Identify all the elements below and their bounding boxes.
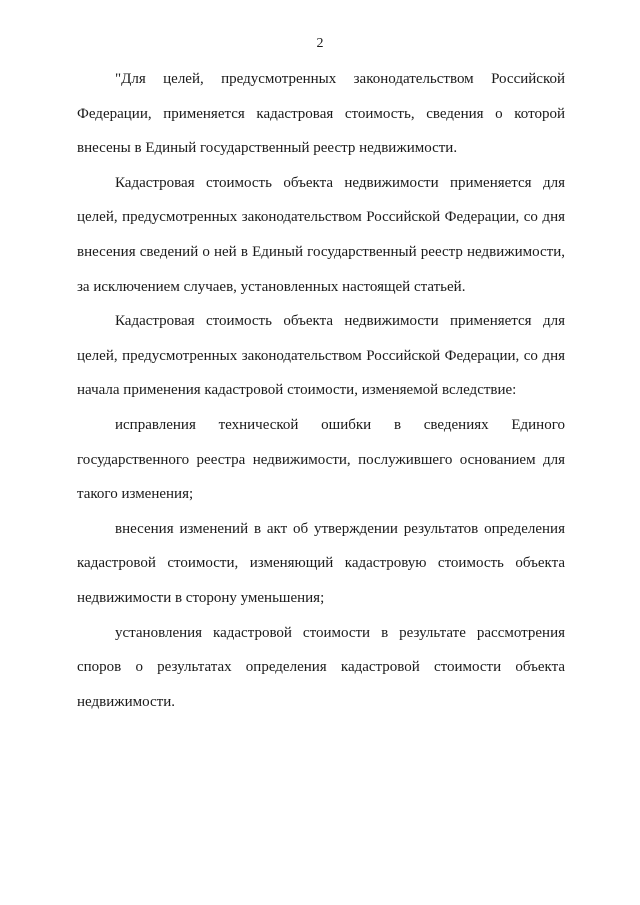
paragraph-2: Кадастровая стоимость объекта недвижимости применяется для целей, предусмотренных законодательством Российской Федерации, со дня внесения сведений о ней в Единый государственный реестр недвижимости, за исключением случаев, установленных настоящей статьей. [77,174,565,295]
page-number: 2 [316,36,324,51]
paragraph-6: установления кадастровой стоимости в результате рассмотрения споров о результатах определения кадастровой стоимости объекта недвижимости. [77,624,565,710]
paragraph-1: "Для целей, предусмотренных законодательством Российской Федерации, применяется кадастровая стоимость, сведения о которой внесены в Единый государственный реестр недвижимости. [77,71,565,157]
paragraph-3: Кадастровая стоимость объекта недвижимости применяется для целей, предусмотренных законодательством Российской Федерации, со дня начала применения кадастровой стоимости, изменяемой вследствие: [77,313,565,399]
document-body [77,62,565,719]
paragraph-4: исправления технической ошибки в сведениях Единого государственного реестра недвижимости, послужившего основанием для такого изменения; [77,416,565,503]
paragraph-5: внесения изменений в акт об утверждении результатов определения кадастровой стоимости, изменяющий кадастровую стоимость объекта недвижимости в сторону уменьшения; [77,520,565,606]
